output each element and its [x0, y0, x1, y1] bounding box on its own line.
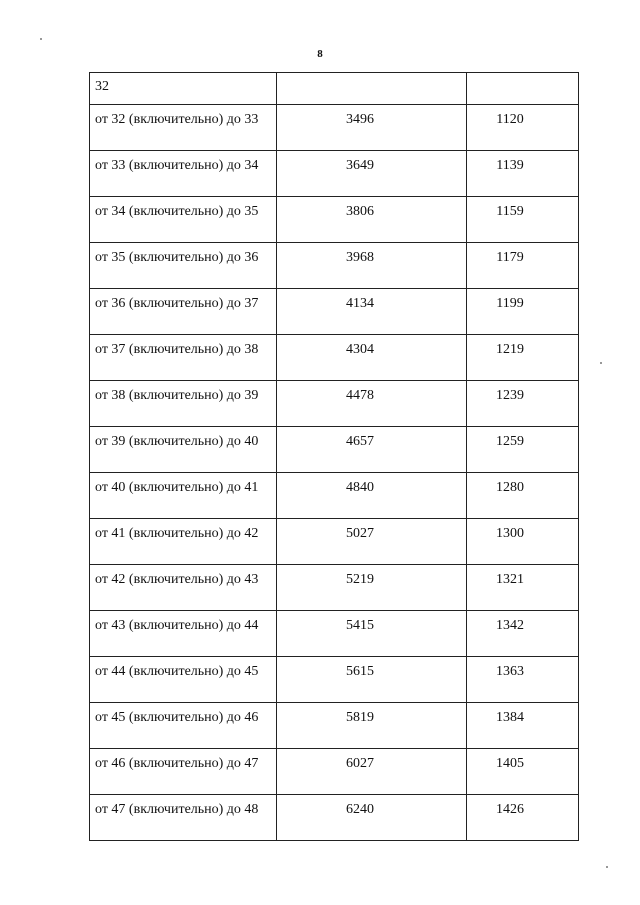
range-cell: от 46 (включительно) до 47	[90, 749, 277, 795]
range-cell: от 40 (включительно) до 41	[90, 473, 277, 519]
range-cell: от 47 (включительно) до 48	[90, 795, 277, 841]
table-row	[90, 243, 579, 289]
value-a-cell: 5219	[277, 565, 467, 611]
value-b-cell: 1342	[467, 611, 579, 657]
table-row	[90, 427, 579, 473]
table-row	[90, 381, 579, 427]
table-row	[90, 151, 579, 197]
table-row	[90, 611, 579, 657]
value-b-cell: 1384	[467, 703, 579, 749]
table-row	[90, 795, 579, 841]
value-b-cell: 1219	[467, 335, 579, 381]
value-a-cell: 5027	[277, 519, 467, 565]
value-a-cell: 3806	[277, 197, 467, 243]
value-a-cell: 3496	[277, 105, 467, 151]
range-cell: от 37 (включительно) до 38	[90, 335, 277, 381]
table-row	[90, 197, 579, 243]
range-cell: от 32 (включительно) до 33	[90, 105, 277, 151]
table-row	[90, 749, 579, 795]
range-cell: от 34 (включительно) до 35	[90, 197, 277, 243]
scan-speck	[40, 38, 42, 40]
table-row	[90, 657, 579, 703]
range-cell: от 43 (включительно) до 44	[90, 611, 277, 657]
value-b-cell: 1199	[467, 289, 579, 335]
range-cell: от 36 (включительно) до 37	[90, 289, 277, 335]
range-cell: от 39 (включительно) до 40	[90, 427, 277, 473]
range-cell: 32	[90, 73, 277, 105]
value-b-cell: 1363	[467, 657, 579, 703]
value-b-cell: 1300	[467, 519, 579, 565]
value-b-cell	[467, 73, 579, 105]
value-a-cell: 4304	[277, 335, 467, 381]
value-a-cell: 4840	[277, 473, 467, 519]
table-row	[90, 289, 579, 335]
range-cell: от 38 (включительно) до 39	[90, 381, 277, 427]
value-b-cell: 1120	[467, 105, 579, 151]
rate-table	[89, 72, 579, 841]
range-cell: от 35 (включительно) до 36	[90, 243, 277, 289]
value-a-cell: 5415	[277, 611, 467, 657]
value-a-cell: 6027	[277, 749, 467, 795]
value-b-cell: 1139	[467, 151, 579, 197]
value-a-cell: 4478	[277, 381, 467, 427]
value-a-cell: 4134	[277, 289, 467, 335]
value-b-cell: 1426	[467, 795, 579, 841]
scan-speck	[606, 866, 608, 868]
value-a-cell	[277, 73, 467, 105]
value-a-cell: 4657	[277, 427, 467, 473]
range-cell: от 45 (включительно) до 46	[90, 703, 277, 749]
value-b-cell: 1259	[467, 427, 579, 473]
value-b-cell: 1280	[467, 473, 579, 519]
value-b-cell: 1239	[467, 381, 579, 427]
value-b-cell: 1159	[467, 197, 579, 243]
value-a-cell: 6240	[277, 795, 467, 841]
table-row	[90, 519, 579, 565]
value-a-cell: 5615	[277, 657, 467, 703]
range-cell: от 41 (включительно) до 42	[90, 519, 277, 565]
value-a-cell: 5819	[277, 703, 467, 749]
scan-speck	[600, 362, 602, 364]
value-b-cell: 1321	[467, 565, 579, 611]
table-row	[90, 565, 579, 611]
range-cell: от 42 (включительно) до 43	[90, 565, 277, 611]
value-a-cell: 3649	[277, 151, 467, 197]
table-row	[90, 73, 579, 105]
value-b-cell: 1405	[467, 749, 579, 795]
table-row	[90, 335, 579, 381]
page-number: 8	[317, 48, 323, 60]
range-cell: от 44 (включительно) до 45	[90, 657, 277, 703]
value-a-cell: 3968	[277, 243, 467, 289]
table-row	[90, 473, 579, 519]
table-row	[90, 105, 579, 151]
range-cell: от 33 (включительно) до 34	[90, 151, 277, 197]
table-row	[90, 703, 579, 749]
value-b-cell: 1179	[467, 243, 579, 289]
